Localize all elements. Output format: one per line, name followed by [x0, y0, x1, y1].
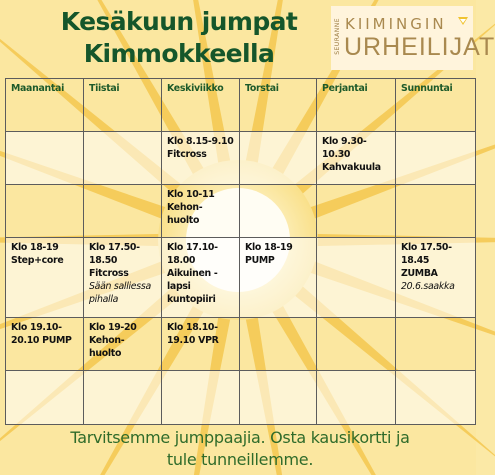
class-text: Kehon-: [89, 335, 125, 346]
schedule-cell: [84, 318, 162, 371]
schedule-cell: [240, 185, 317, 238]
schedule-cell: [6, 318, 84, 371]
schedule-cell: [84, 238, 162, 318]
class-text: Klo 9.30-: [322, 136, 367, 147]
class-note: 20.6.saakka: [401, 281, 455, 292]
schedule-row: [6, 371, 476, 425]
class-text: Klo 10-11: [167, 189, 215, 200]
schedule-cell: [162, 238, 240, 318]
schedule-row: [6, 318, 476, 371]
class-text: ZUMBA: [401, 268, 438, 279]
class-note: Sään salliessa: [89, 281, 151, 292]
class-text: Klo 18.10-: [167, 322, 218, 333]
class-text: Aikuinen -: [167, 268, 218, 279]
class-text: 18.45: [401, 255, 430, 266]
logo-side-text: SEURANNE: [334, 18, 341, 55]
schedule-cell: [396, 371, 476, 425]
class-text: Kahvakuula: [322, 162, 381, 173]
logo-line-1: KIIMINGIN: [345, 15, 447, 33]
schedule-cell: [240, 238, 317, 318]
schedule-cell: [6, 132, 84, 185]
logo-line-2: URHEILIJAT: [344, 33, 495, 61]
footer-line-2: tule tunneillemme.: [166, 450, 314, 469]
day-header-perjantai: Perjantai: [317, 79, 396, 132]
class-text: Klo 19-20: [89, 322, 137, 333]
class-text: Klo 8.15-9.10: [167, 136, 234, 147]
class-note: pihalla: [89, 294, 119, 305]
schedule-cell: [317, 132, 396, 185]
class-text: lapsi: [167, 281, 191, 292]
schedule-cell: [240, 371, 317, 425]
class-text: Klo 19.10-: [11, 322, 62, 333]
schedule-cell: [317, 371, 396, 425]
class-text: 10.30: [322, 149, 351, 160]
schedule-cell: [84, 132, 162, 185]
class-text: Klo 17.10-: [167, 242, 218, 253]
schedule-cell: [240, 132, 317, 185]
schedule-cell: [396, 238, 476, 318]
class-text: 20.10 PUMP: [11, 335, 72, 346]
class-text: 18.50: [89, 255, 118, 266]
club-logo: [331, 6, 495, 70]
footer-line-1: Tarvitsemme jumppaajia. Osta kausikortti ja: [70, 428, 410, 447]
class-text: Fitcross: [167, 149, 207, 160]
class-text: 18.00: [167, 255, 196, 266]
day-header-torstai: Torstai: [240, 79, 317, 132]
class-text: kuntopiiri: [167, 294, 216, 305]
schedule-cell: [317, 318, 396, 371]
class-text: Step+core: [11, 255, 64, 266]
schedule-cell: [6, 238, 84, 318]
class-text: 19.10 VPR: [167, 335, 219, 346]
schedule-row: [6, 132, 476, 185]
schedule-cell: [317, 185, 396, 238]
footer-message: [40, 427, 440, 471]
schedule-cell: [162, 371, 240, 425]
class-text: Klo 18-19: [11, 242, 59, 253]
schedule-cell: [396, 318, 476, 371]
day-header-keskiviikko: Keskiviikko: [162, 79, 240, 132]
schedule-table: [5, 78, 476, 425]
class-text: huolto: [167, 215, 200, 226]
schedule-cell: [317, 238, 396, 318]
header-row: [6, 79, 476, 132]
class-text: Kehon-: [167, 202, 203, 213]
schedule-row: [6, 238, 476, 318]
class-text: Klo 17.50-: [401, 242, 452, 253]
schedule-cell: [84, 185, 162, 238]
day-header-tiistai: Tiistai: [84, 79, 162, 132]
schedule-cell: [396, 132, 476, 185]
class-text: Fitcross: [89, 268, 129, 279]
schedule-cell: [162, 318, 240, 371]
title-line-2: Kimmokkeella: [83, 39, 275, 68]
page-title: [44, 6, 314, 70]
schedule-cell: [84, 371, 162, 425]
schedule-row: [6, 185, 476, 238]
class-text: Klo 17.50-: [89, 242, 140, 253]
day-header-maanantai: Maanantai: [6, 79, 84, 132]
day-header-sunnuntai: Sunnuntai: [396, 79, 476, 132]
schedule-cell: [396, 185, 476, 238]
class-text: huolto: [89, 348, 122, 359]
schedule-cell: [240, 318, 317, 371]
schedule-cell: [162, 132, 240, 185]
schedule-cell: [6, 371, 84, 425]
title-line-1: Kesäkuun jumpat: [60, 7, 298, 36]
schedule-cell: [6, 185, 84, 238]
schedule-cell: [162, 185, 240, 238]
class-text: PUMP: [245, 255, 275, 266]
logo-mark-icon: [457, 16, 469, 30]
class-text: Klo 18-19: [245, 242, 293, 253]
